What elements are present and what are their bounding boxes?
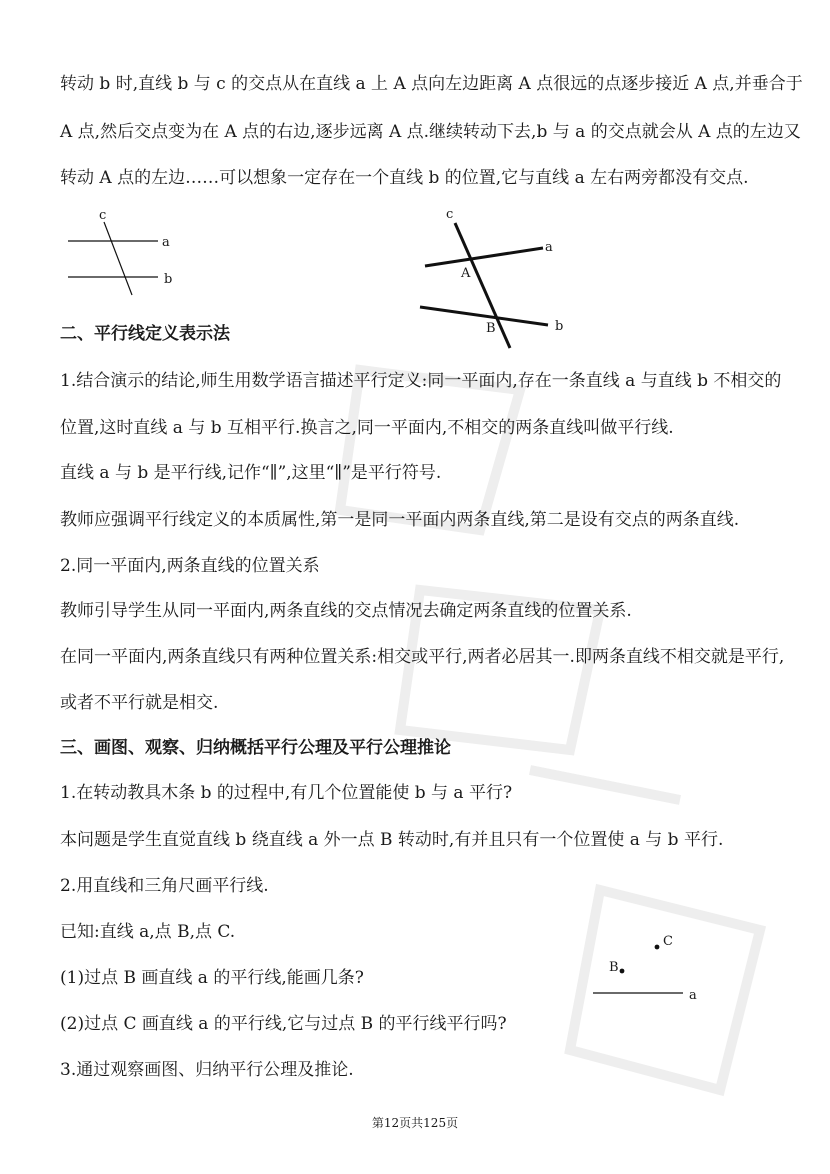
line-b — [420, 307, 548, 325]
label-b: b — [164, 272, 173, 287]
paragraph-line-1: 转动 b 时,直线 b 与 c 的交点从在直线 a 上 A 点向左边距离 A 点很远的点逐步接近 A 点,并垂合于 — [60, 74, 803, 94]
label-point-C: C — [663, 934, 673, 949]
section-2-line-5: 2.同一平面内,两条直线的位置关系 — [60, 556, 320, 576]
section-2-line-6: 教师引导学生从同一平面内,两条直线的交点情况去确定两条直线的位置关系. — [60, 601, 632, 621]
section-3-heading: 三、画图、观察、归纳概括平行公理及平行公理推论 — [60, 738, 451, 758]
paragraph-line-3: 转动 A 点的左边……可以想象一定存在一个直线 b 的位置,它与直线 a 左右两旁都没有交点. — [60, 168, 749, 188]
label-point-B: B — [609, 960, 619, 975]
line-c — [455, 223, 510, 348]
section-3-line-1: 1.在转动教具木条 b 的过程中,有几个位置能使 b 与 a 平行? — [60, 783, 513, 803]
section-3-line-3: 2.用直线和三角尺画平行线. — [60, 876, 269, 896]
section-2-line-7: 在同一平面内,两条直线只有两种位置关系:相交或平行,两者必居其一.即两条直线不相交就是平行, — [60, 647, 785, 667]
section-3-line-2: 本问题是学生直觉直线 b 绕直线 a 外一点 B 转动时,有并且只有一个位置使 a 与 b 平行. — [60, 830, 724, 850]
section-3-line-6: (2)过点 C 画直线 a 的平行线,它与过点 B 的平行线平行吗? — [60, 1014, 507, 1034]
label-point-A: A — [461, 266, 471, 281]
section-2-line-3: 直线 a 与 b 是平行线,记作“∥”,这里“∥”是平行符号. — [60, 463, 442, 483]
label-a: a — [162, 235, 170, 250]
section-2-line-1: 1.结合演示的结论,师生用数学语言描述平行定义:同一平面内,存在一条直线 a 与直线 b 不相交的 — [60, 371, 782, 391]
paragraph-line-2: A 点,然后交点变为在 A 点的右边,逐步远离 A 点.继续转动下去,b 与 a 的交点就会从 A 点的左边又 — [60, 122, 801, 142]
figure-intersecting-lines — [415, 205, 575, 355]
figure-points-and-line — [585, 925, 715, 1010]
section-3-line-7: 3.通过观察画图、归纳平行公理及推论. — [60, 1060, 354, 1080]
label-point-B: B — [486, 321, 496, 336]
label-a: a — [545, 240, 553, 255]
section-2-line-8: 或者不平行就是相交. — [60, 693, 219, 713]
page-number: 第12页共125页 — [371, 1116, 459, 1130]
section-2-heading: 二、平行线定义表示法 — [60, 324, 230, 344]
section-2-line-2: 位置,这时直线 a 与 b 互相平行.换言之,同一平面内,不相交的两条直线叫做平行线. — [60, 418, 674, 438]
section-3-line-5: (1)过点 B 画直线 a 的平行线,能画几条? — [60, 968, 364, 988]
label-c: c — [99, 208, 107, 223]
point-C — [655, 945, 660, 950]
line-a — [425, 248, 543, 266]
section-3-line-4: 已知:直线 a,点 B,点 C. — [60, 922, 236, 942]
label-a: a — [689, 988, 697, 1003]
label-c: c — [446, 207, 454, 222]
label-b: b — [555, 319, 564, 334]
line-c — [104, 222, 132, 295]
section-2-line-4: 教师应强调平行线定义的本质属性,第一是同一平面内两条直线,第二是设有交点的两条直线. — [60, 510, 740, 530]
figure-parallel-lines — [60, 205, 190, 300]
point-B — [620, 969, 625, 974]
